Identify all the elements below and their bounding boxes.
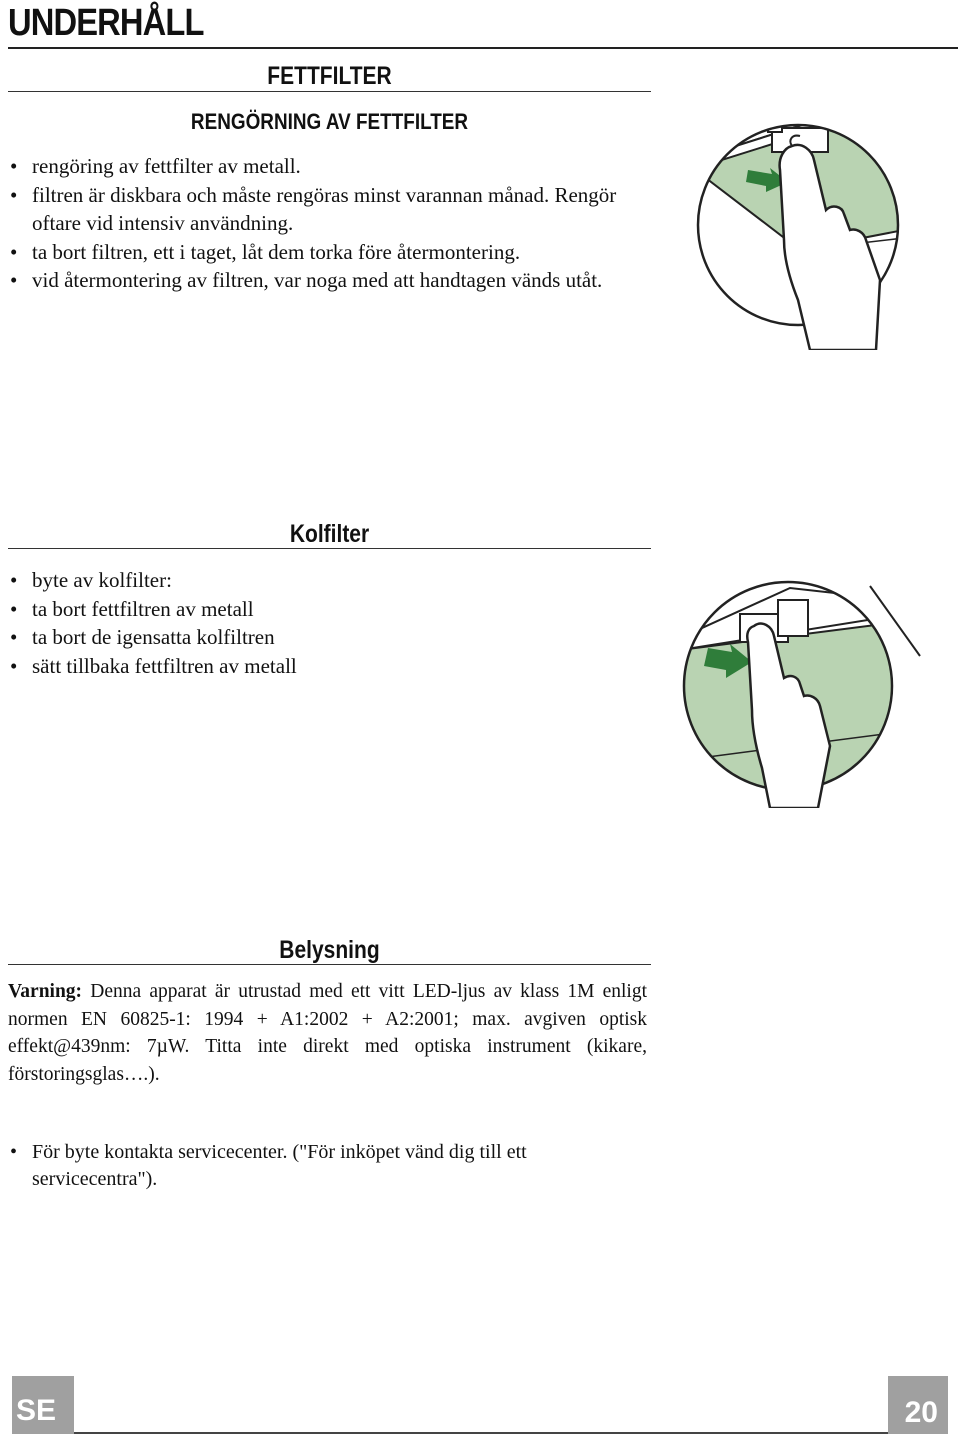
page-title: UNDERHÅLL	[8, 2, 204, 44]
belysning-rule	[8, 964, 651, 965]
list-item: • ta bort fettfiltren av metall	[8, 595, 651, 624]
footer-rule	[74, 1432, 888, 1434]
language-code: SE	[16, 1394, 57, 1427]
fettfilter-list	[8, 152, 651, 295]
list-item: • vid återmontering av filtren, var noga med att handtagen vänds utåt.	[8, 266, 651, 295]
warning-text: Denna apparat är utrustad med ett vitt LED-ljus av klass 1M enligt normen EN 60825-1: 1994 + A1:2002 + A2:2001; max. avgiven optisk effekt@439nm: 7µW. Titta inte direkt med optiska instrument (kikare, förstoringsglas….).	[8, 981, 648, 1085]
belysning-heading: Belysning	[279, 936, 380, 964]
fettfilter-rule	[8, 91, 651, 92]
fettfilter-heading: FETTFILTER	[267, 62, 392, 90]
kolfilter-list	[8, 566, 651, 680]
warning-label: Varning:	[8, 981, 83, 1002]
grease-filter-removal-illustration	[680, 100, 930, 350]
belysning-warning	[8, 978, 647, 1088]
belysning-list	[8, 1139, 651, 1193]
list-item: • ta bort de igensatta kolfiltren	[8, 623, 651, 652]
list-item: • ta bort filtren, ett i taget, låt dem torka före återmontering.	[8, 238, 651, 267]
title-rule	[8, 47, 958, 49]
list-item: • För byte kontakta servicecenter. ("För inköpet vänd dig till ett servicecentra").	[8, 1139, 651, 1193]
list-item: • byte av kolfilter:	[8, 566, 651, 595]
kolfilter-rule	[8, 548, 651, 549]
page-number-badge	[888, 1376, 948, 1434]
kolfilter-heading: Kolfilter	[289, 520, 370, 548]
list-item: • filtren är diskbara och måste rengöras minst varannan månad. Rengör oftare vid intensiv användning.	[8, 181, 651, 238]
list-item: • rengöring av fettfilter av metall.	[8, 152, 651, 181]
carbon-filter-removal-illustration	[680, 578, 940, 808]
page-number: 20	[904, 1396, 938, 1429]
language-badge	[12, 1376, 74, 1434]
list-item: • sätt tillbaka fettfiltren av metall	[8, 652, 651, 681]
fettfilter-subheading: RENGÖRNING AV FETTFILTER	[190, 109, 469, 134]
